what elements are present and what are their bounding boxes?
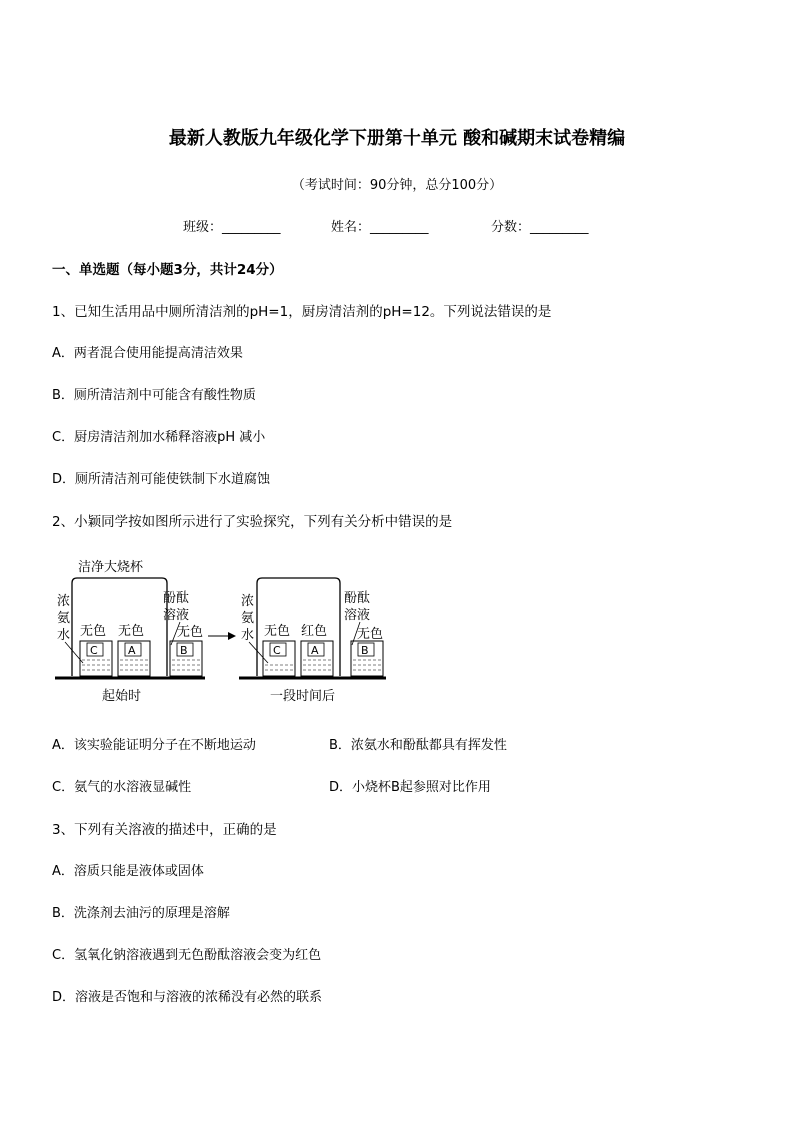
q1-option-a: A．两者混合使用能提高清洁效果 (52, 346, 243, 361)
q2-option-d: D．小烧杯B起参照对比作用 (329, 780, 491, 795)
q3-option-d: D．溶液是否饱和与溶液的浓稀没有必然的联系 (52, 990, 323, 1005)
colorless-label-c2: 无色 (264, 624, 291, 639)
question-3-stem: 3、下列有关溶液的描述中，正确的是 (52, 822, 277, 838)
phenol-label-2: 溶液 (163, 608, 190, 623)
ammonia-label-r3: 水 (241, 628, 255, 643)
beaker-a2-label: A (311, 644, 319, 657)
beaker-c-label: C (90, 644, 98, 657)
ammonia-label-r2: 氨 (241, 611, 255, 626)
q3-option-a: A．溶质只能是液体或固体 (52, 864, 204, 879)
red-label-a: 红色 (301, 624, 328, 639)
beaker-b2-label: B (361, 644, 369, 657)
colorless-label-a: 无色 (118, 624, 145, 639)
q1-option-d: D．厕所清洁剂可能使铁制下水道腐蚀 (52, 472, 271, 487)
ammonia-label-2: 氨 (57, 611, 71, 626)
q2-option-c: C．氨气的水溶液显碱性 (52, 780, 192, 795)
ammonia-label-3: 水 (57, 628, 71, 643)
phenol-label-r1: 酚酞 (344, 591, 371, 606)
class-field: 班级：_________ (183, 220, 281, 235)
phenol-label-1: 酚酞 (163, 591, 190, 606)
ammonia-label-1: 浓 (57, 594, 71, 609)
colorless-label-b2: 无色 (357, 627, 384, 642)
q1-option-b: B．厕所清洁剂中可能含有酸性物质 (52, 388, 256, 403)
exam-info: （考试时间：90分钟，总分100分） (291, 178, 503, 193)
q3-option-b: B．洗涤剂去油污的原理是溶解 (52, 906, 230, 921)
ammonia-label-r1: 浓 (241, 594, 255, 609)
beaker-b-label: B (180, 644, 188, 657)
colorless-label-b: 无色 (177, 625, 204, 640)
beaker-a-label: A (128, 644, 136, 657)
phenol-label-r2: 溶液 (344, 608, 371, 623)
colorless-label-c: 无色 (80, 624, 107, 639)
section-heading: 一、单选题（每小题3分，共计24分） (52, 262, 283, 278)
name-field: 姓名：_________ (331, 220, 429, 235)
page-title: 最新人教版九年级化学下册第十单元 酸和碱期末试卷精编 (168, 128, 626, 149)
big-beaker-label: 洁净大烧杯 (78, 560, 144, 575)
experiment-figure (50, 550, 420, 710)
start-caption: 起始时 (102, 689, 142, 704)
q2-option-a: A．该实验能证明分子在不断地运动 (52, 738, 256, 753)
question-2-stem: 2、小颖同学按如图所示进行了实验探究，下列有关分析中错误的是 (52, 514, 453, 530)
score-field: 分数：_________ (491, 220, 589, 235)
beaker-c2-label: C (273, 644, 281, 657)
later-caption: 一段时间后 (270, 689, 336, 704)
q3-option-c: C．氢氧化钠溶液遇到无色酚酞溶液会变为红色 (52, 948, 322, 963)
q1-option-c: C．厨房清洁剂加水稀释溶液pH 减小 (52, 430, 266, 445)
question-1-stem: 1、已知生活用品中厕所清洁剂的pH=1，厨房清洁剂的pH=12。下列说法错误的是 (52, 304, 552, 320)
q2-option-b: B．浓氨水和酚酞都具有挥发性 (329, 738, 507, 753)
